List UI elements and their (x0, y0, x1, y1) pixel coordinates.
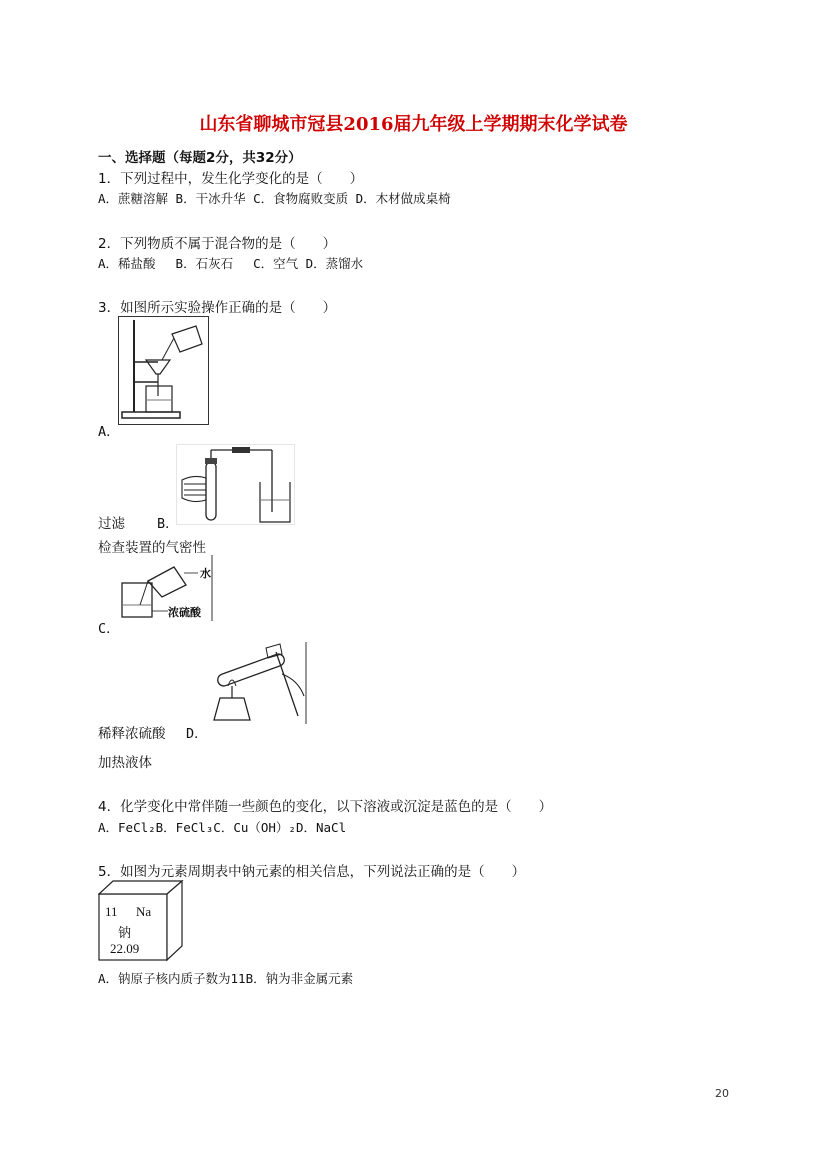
question-3-option-c-label: C． (98, 621, 120, 637)
question-2-stem: 2．下列物质不属于混合物的是（ ） (98, 236, 337, 252)
section-heading: 一、选择题（每题2分，共32分） (98, 150, 302, 166)
sodium-element-card (98, 880, 184, 962)
page-number: 20 (715, 1087, 729, 1100)
question-3-option-d-caption: 加热液体 (98, 755, 152, 771)
question-2-options: A．稀盐酸 B．石灰石 C．空气 D．蒸馏水 (98, 256, 364, 271)
question-3-option-c-caption: 稀释浓硫酸 (98, 726, 166, 742)
question-5-options: A．钠原子核内质子数为11B．钠为非金属元素 (98, 971, 354, 986)
heating-liquid-figure (206, 640, 310, 726)
airtightness-check-figure (176, 444, 296, 526)
exam-title: 山东省聊城市冠县2016届九年级上学期期末化学试卷 (199, 114, 628, 135)
question-3-option-b-caption: 检查装置的气密性 (98, 540, 206, 556)
element-symbol: Na (136, 904, 152, 919)
figure-c-water-label: 水 (200, 567, 211, 580)
question-4-stem: 4．化学变化中常伴随一些颜色的变化，以下溶液或沉淀是蓝色的是（ ） (98, 799, 553, 815)
question-3-option-a-label: A． (98, 424, 120, 440)
question-3-stem: 3．如图所示实验操作正确的是（ ） (98, 300, 337, 316)
question-1-stem: 1．下列过程中，发生化学变化的是（ ） (98, 171, 364, 187)
dilute-acid-figure (118, 553, 216, 623)
question-4-options: A．FeCl₂B．FeCl₃C．Cu（OH）₂D．NaCl (98, 820, 347, 835)
question-3-option-a-caption: 过滤 (98, 516, 125, 532)
question-5-stem: 5．如图为元素周期表中钠元素的相关信息，下列说法正确的是（ ） (98, 864, 526, 880)
question-3-option-d-label: D． (186, 726, 208, 742)
question-3-option-b-label: B． (157, 516, 179, 532)
question-1-options: A．蔗糖溶解 B．干冰升华 C．食物腐败变质 D．木材做成桌椅 (98, 191, 451, 206)
element-atomic-number: 11 (105, 904, 118, 919)
figure-c-acid-label: 浓硫酸 (168, 606, 201, 619)
element-name: 钠 (118, 926, 132, 941)
element-atomic-mass: 22.09 (110, 941, 140, 956)
filtration-figure (118, 316, 210, 426)
